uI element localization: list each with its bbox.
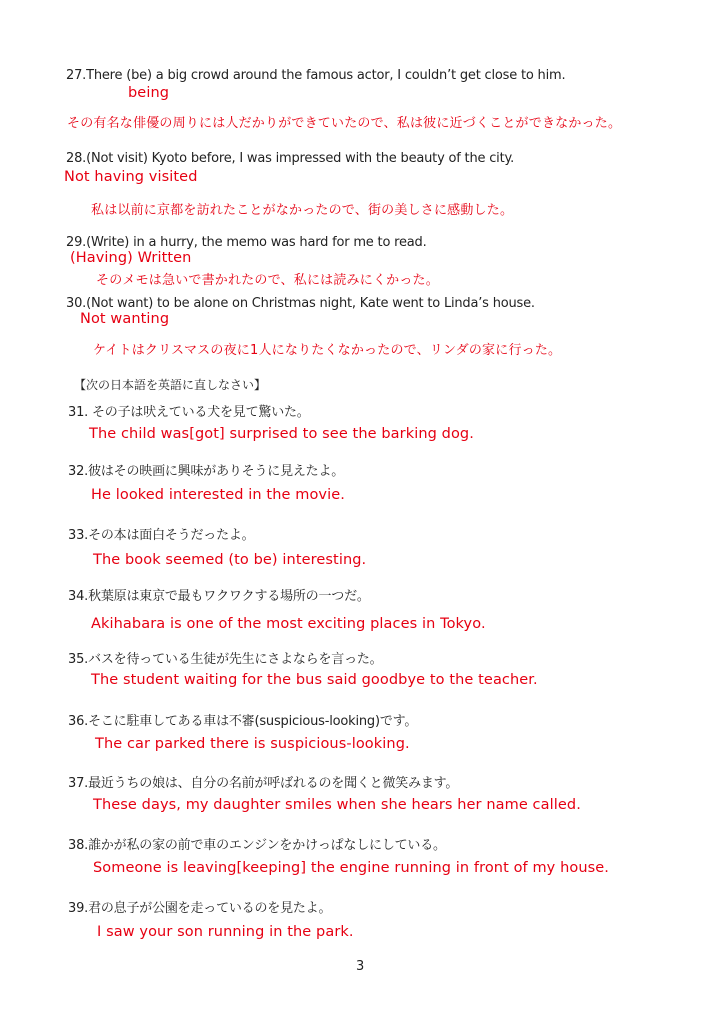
answer-28: Not having visited: [64, 169, 198, 185]
page-number: 3: [356, 959, 365, 974]
question-35: 35.バスを待っている生徒が先生にさよならを言った。: [68, 652, 383, 667]
question-39: 39.君の息子が公園を走っているのを見たよ。: [68, 901, 332, 916]
question-32: 32.彼はその映画に興味がありそうに見えたよ。: [68, 464, 345, 479]
answer-27: being: [128, 85, 170, 101]
answer-31: The child was[got] surprised to see the barking dog.: [89, 426, 474, 442]
question-36: 36.そこに駐車してある車は不審(suspicious-looking)です。: [68, 714, 418, 729]
question-28: 28.(Not visit) Kyoto before, I was impressed with the beauty of the city.: [66, 151, 515, 166]
answer-32: He looked interested in the movie.: [91, 487, 345, 503]
question-27: 27.There (be) a big crowd around the famous actor, I couldn’t get close to him.: [66, 68, 566, 83]
answer-36: The car parked there is suspicious-looking.: [95, 736, 410, 752]
answer-37: These days, my daughter smiles when she hears her name called.: [93, 797, 581, 813]
japanese-translation-30: ケイトはクリスマスの夜に1人になりたくなかったので、リンダの家に行った。: [93, 343, 562, 358]
japanese-translation-27: その有名な俳優の周りには人だかりができていたので、私は彼に近づくことができなかった。: [67, 116, 622, 131]
answer-38: Someone is leaving[keeping] the engine running in front of my house.: [93, 860, 610, 876]
japanese-translation-29: そのメモは急いで書かれたので、私には読みにくかった。: [96, 273, 439, 288]
answer-29: (Having) Written: [70, 250, 192, 266]
answer-39: I saw your son running in the park.: [97, 924, 354, 940]
question-34: 34.秋葉原は東京で最もワクワクする場所の一つだ。: [68, 589, 370, 604]
question-38: 38.誰かが私の家の前で車のエンジンをかけっぱなしにしている。: [68, 838, 446, 853]
question-31: 31. その子は吠えている犬を見て驚いた。: [68, 405, 310, 420]
answer-35: The student waiting for the bus said goodbye to the teacher.: [91, 672, 538, 688]
answer-30: Not wanting: [80, 311, 170, 327]
answer-34: Akihabara is one of the most exciting places in Tokyo.: [91, 616, 486, 632]
question-37: 37.最近うちの娘は、自分の名前が呼ばれるのを聞くと微笑みます。: [68, 776, 459, 791]
question-33: 33.その本は面白そうだったよ。: [68, 528, 255, 543]
section-header: 【次の日本語を英語に直しなさい】: [74, 378, 267, 392]
answer-33: The book seemed (to be) interesting.: [93, 552, 367, 568]
question-29: 29.(Write) in a hurry, the memo was hard for me to read.: [66, 235, 427, 250]
japanese-translation-28: 私は以前に京都を訪れたことがなかったので、街の美しさに感動した。: [91, 203, 514, 218]
question-30: 30.(Not want) to be alone on Christmas night, Kate went to Linda’s house.: [66, 296, 535, 311]
